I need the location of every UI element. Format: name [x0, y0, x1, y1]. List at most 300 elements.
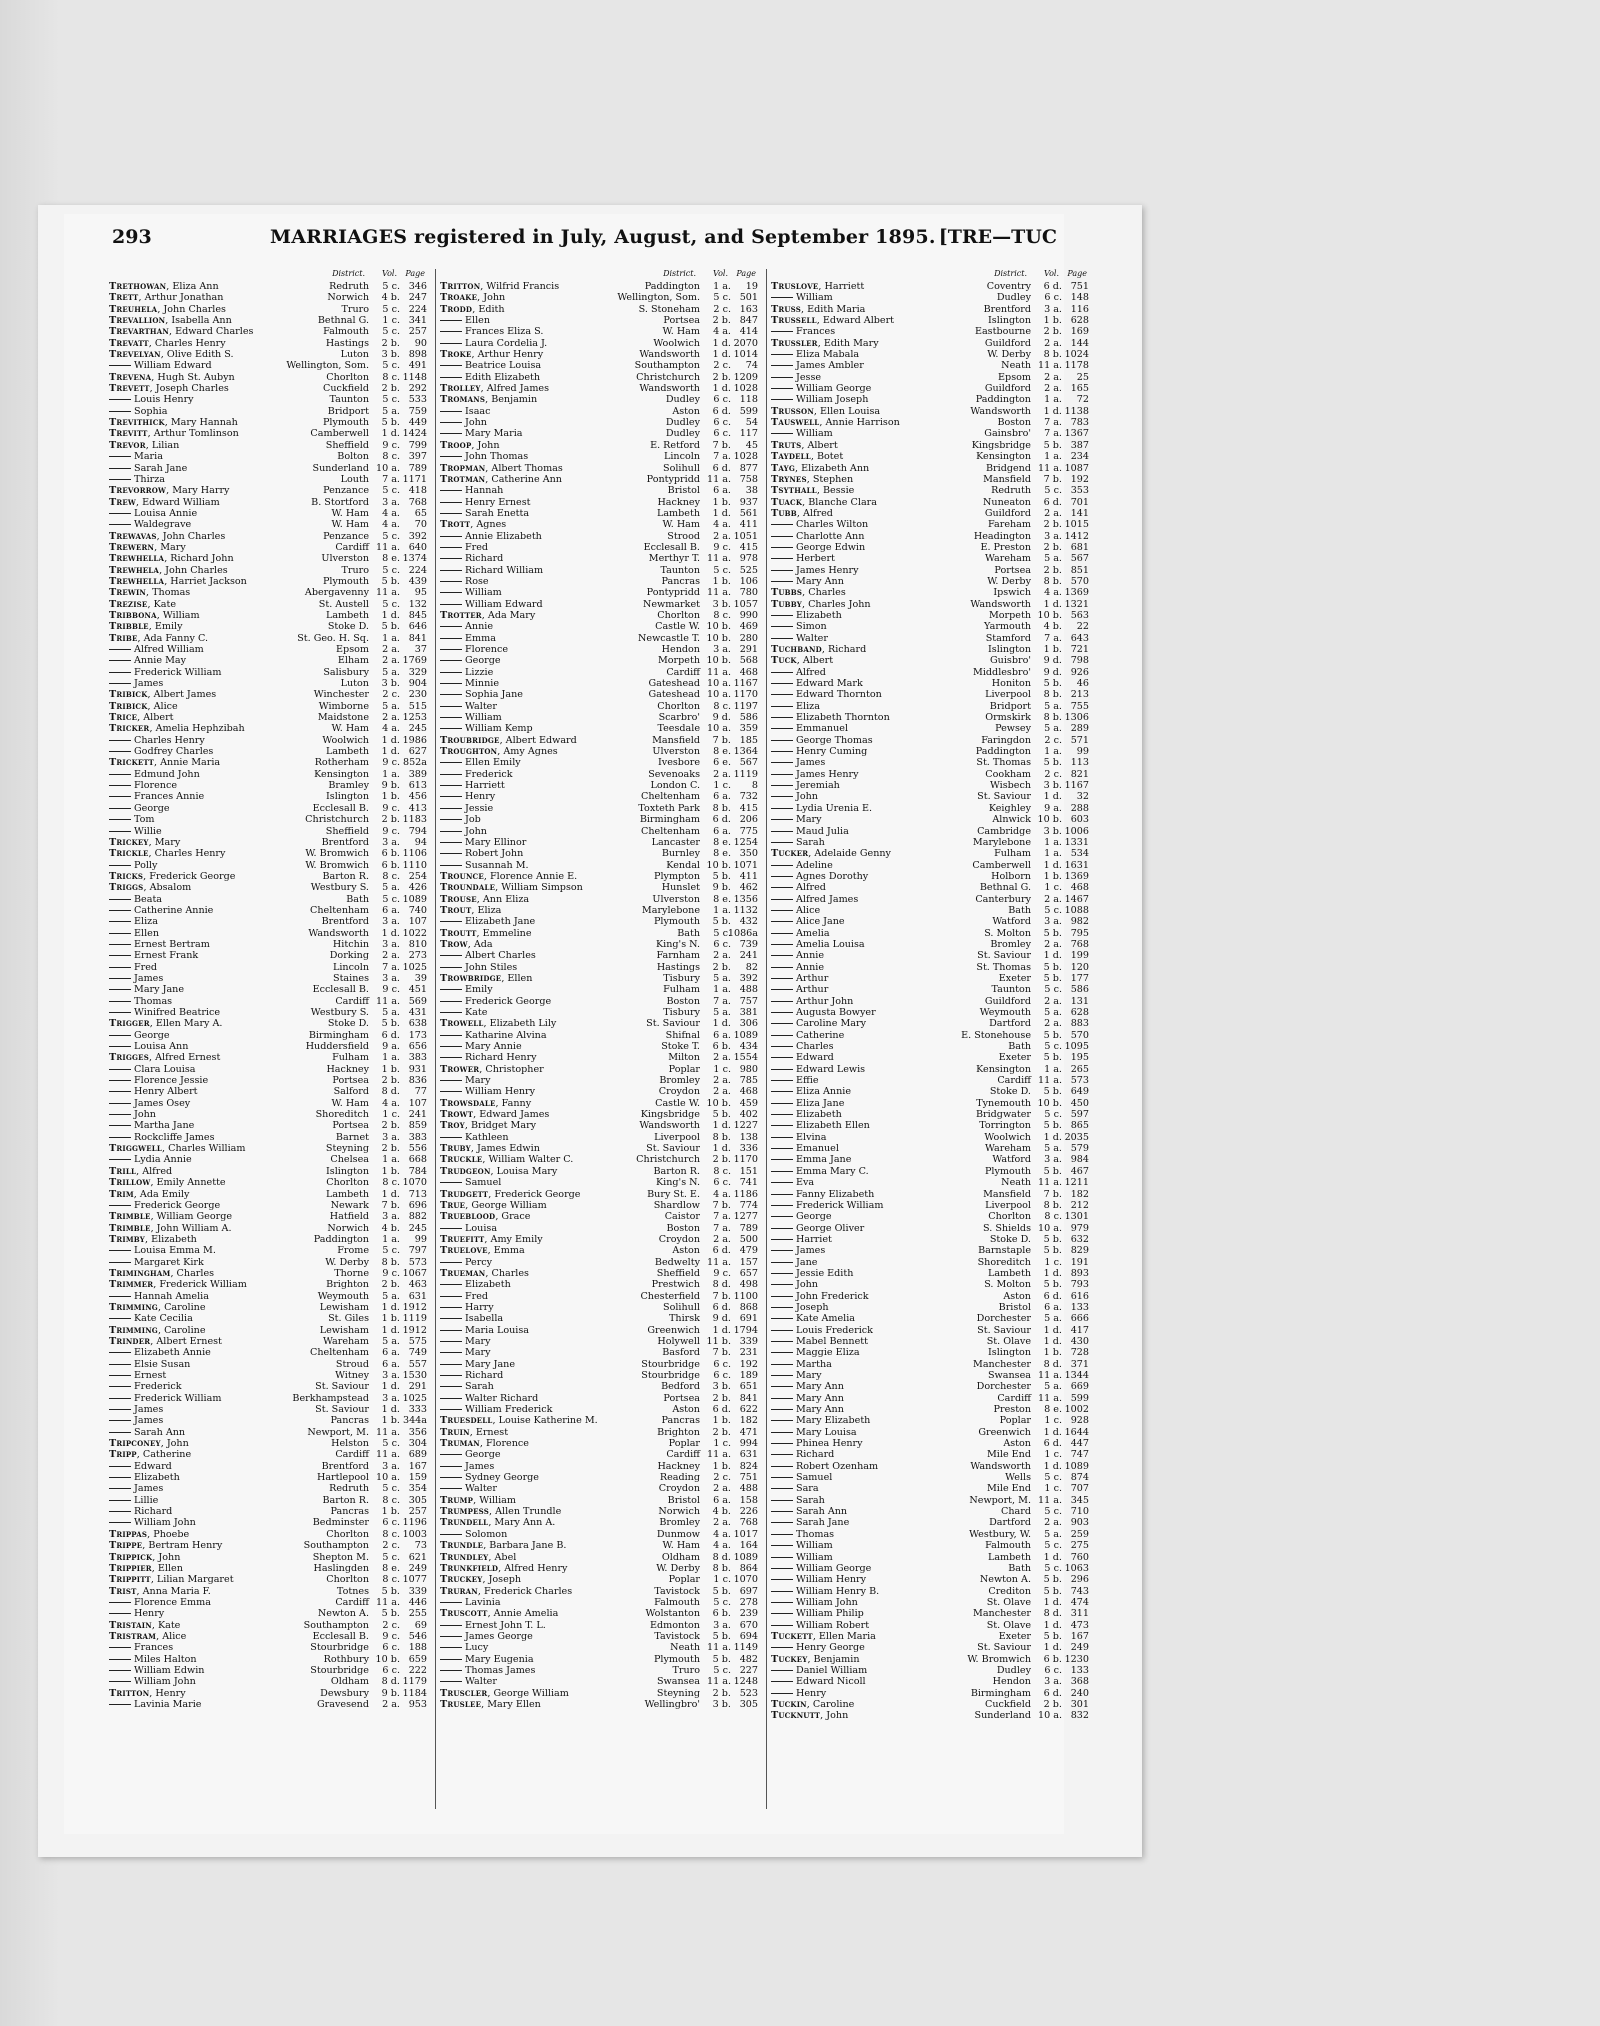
- entry-name: [109, 1064, 196, 1075]
- entry-page: 415: [739, 802, 758, 814]
- entry-district: Bristol: [998, 1301, 1031, 1313]
- index-entry: [771, 1552, 1089, 1563]
- entry-name: [109, 1654, 197, 1665]
- entry-name: Tuckin, Caroline: [771, 1698, 855, 1710]
- entry-forenames: Alfred: [796, 882, 826, 894]
- entry-volume: 7 a.: [1044, 417, 1062, 429]
- entry-district: Portsea: [332, 1120, 369, 1132]
- entry-forenames: Charlotte Ann: [796, 530, 865, 542]
- entry-forenames: Lydia Annie: [134, 1154, 192, 1166]
- entry-volume: 1 d.: [381, 1188, 400, 1200]
- entry-volume: 8 c.: [713, 1165, 731, 1177]
- index-entry: [440, 1654, 758, 1665]
- entry-page: 116: [1070, 303, 1089, 315]
- index-entry: [771, 1166, 1089, 1177]
- entry-page: 45: [745, 439, 758, 451]
- index-entry: [771, 1415, 1089, 1426]
- entry-district: Staines: [333, 972, 369, 984]
- entry-volume: 6 c.: [713, 938, 731, 950]
- index-entry: [109, 894, 427, 905]
- index-entry: [109, 474, 427, 485]
- entry-district: Sunderland: [974, 1710, 1031, 1722]
- entry-page: 69: [414, 1619, 427, 1631]
- entry-forenames: Ellen Emily: [465, 757, 521, 769]
- entry-page: 417: [1070, 1324, 1089, 1336]
- entry-page: 732: [739, 791, 758, 803]
- entry-page: 1132: [733, 904, 758, 916]
- index-entry: [109, 1381, 427, 1392]
- entry-volume: 5 b.: [1043, 1029, 1062, 1041]
- entry-name: [109, 1483, 163, 1494]
- entry-forenames: Rose: [465, 575, 489, 587]
- entry-name: [440, 1052, 537, 1063]
- entry-surname: Truran: [440, 1585, 478, 1597]
- entry-volume: 1 b.: [381, 1415, 400, 1427]
- ditto-dash: [109, 1001, 131, 1002]
- entry-district: W. Bromwich: [305, 859, 369, 871]
- ditto-dash: [109, 513, 131, 514]
- entry-name: [440, 338, 547, 349]
- entry-page: 1015: [1064, 519, 1089, 531]
- entry-forenames: Maria: [134, 451, 163, 463]
- entry-page: 1364: [733, 746, 758, 758]
- entry-page: 353: [1070, 485, 1089, 497]
- entry-forenames: Agnes: [476, 519, 507, 531]
- entry-page: 978: [739, 553, 758, 565]
- entry-volume: 8 c.: [713, 700, 731, 712]
- entry-district: Nuneaton: [983, 496, 1031, 508]
- entry-page: 1149: [733, 1642, 758, 1654]
- entry-volume: 5 b.: [1043, 1233, 1062, 1245]
- entry-page: 289: [1070, 723, 1089, 735]
- index-entry: [771, 1620, 1089, 1631]
- entry-page: 371: [1070, 1358, 1089, 1370]
- entry-name: [771, 791, 818, 802]
- entry-name: [109, 1120, 194, 1131]
- entry-forenames: Charles Henry: [154, 848, 226, 860]
- index-entry: [440, 746, 758, 757]
- entry-volume: 6 c.: [382, 1642, 400, 1654]
- entry-volume: 1 b.: [381, 1165, 400, 1177]
- entry-volume: 9 d.: [712, 1313, 731, 1325]
- entry-name: [771, 860, 833, 871]
- entry-district: St. Austell: [318, 598, 369, 610]
- index-entry: [109, 565, 427, 576]
- entry-forenames: Amelia Louisa: [796, 938, 865, 950]
- entry-forenames: William Henry B.: [796, 1585, 880, 1597]
- entry-forenames: John Stiles: [465, 961, 518, 973]
- entry-surname: Tromans: [440, 394, 486, 406]
- entry-page: 898: [408, 349, 427, 361]
- entry-forenames: Elizabeth Ann: [801, 462, 870, 474]
- index-entry: [109, 281, 427, 292]
- entry-volume: 6 c.: [713, 1370, 731, 1381]
- entry-surname: Tuack: [771, 496, 803, 508]
- entry-page: 94: [414, 836, 427, 848]
- entry-name: Trewhella, Richard John: [109, 553, 234, 565]
- entry-page: 447: [1070, 1438, 1089, 1450]
- entry-forenames: Albert Ernest: [156, 1335, 222, 1347]
- ditto-dash: [771, 831, 793, 832]
- entry-volume: 1 a.: [1044, 451, 1062, 463]
- entry-volume: 5 a.: [1044, 1528, 1062, 1540]
- entry-forenames: Maggie Eliza: [796, 1347, 860, 1359]
- entry-surname: Tristain: [109, 1619, 152, 1631]
- entry-district: Preston: [993, 1404, 1031, 1416]
- entry-name: [109, 1109, 156, 1120]
- entry-forenames: Lilian: [151, 439, 180, 451]
- ditto-dash: [440, 853, 462, 854]
- index-entry: [771, 848, 1089, 859]
- entry-name: [771, 973, 828, 984]
- entry-forenames: Elvina: [796, 1131, 827, 1143]
- entry-forenames: Mary: [796, 814, 822, 826]
- entry-name: [440, 1257, 492, 1268]
- entry-volume: 1 d.: [1043, 950, 1062, 962]
- entry-page: 1025: [402, 961, 427, 973]
- entry-page: 953: [408, 1698, 427, 1710]
- entry-forenames: Elizabeth Ellen: [796, 1120, 870, 1132]
- entry-name: [771, 1279, 818, 1290]
- ditto-dash: [440, 717, 462, 718]
- entry-volume: 6 c.: [713, 417, 731, 429]
- ditto-dash: [109, 1125, 131, 1126]
- entry-volume: 2 b.: [712, 961, 731, 973]
- entry-district: Lancaster: [651, 836, 700, 848]
- ditto-dash: [771, 1035, 793, 1036]
- entry-name: Trill, Alfred: [109, 1165, 173, 1177]
- entry-forenames: Edward: [134, 1460, 172, 1472]
- entry-volume: 10 b.: [706, 655, 731, 667]
- index-entry: [109, 1370, 427, 1381]
- entry-volume: 2 b.: [712, 1426, 731, 1438]
- entry-name: [440, 950, 536, 961]
- entry-district: Eastbourne: [974, 326, 1031, 338]
- entry-volume: 11 a.: [706, 473, 731, 485]
- entry-district: S. Molton: [984, 1279, 1031, 1291]
- entry-page: 701: [1070, 496, 1089, 508]
- ditto-dash: [771, 728, 793, 729]
- entry-surname: Trew: [109, 496, 136, 508]
- entry-volume: 11 a.: [706, 666, 731, 678]
- entry-forenames: Frances: [796, 326, 836, 338]
- entry-surname: Trouse: [440, 893, 477, 905]
- entry-volume: 6 b.: [712, 1041, 731, 1053]
- entry-district: Southampton: [634, 360, 700, 372]
- entry-surname: Tricks: [109, 870, 144, 882]
- entry-page: 789: [739, 1222, 758, 1234]
- entry-volume: 8 b.: [1043, 349, 1062, 361]
- entry-district: Barnstaple: [978, 1245, 1031, 1257]
- entry-district: Canterbury: [975, 893, 1031, 905]
- entry-district: Brighton: [326, 1279, 369, 1291]
- entry-district: Wandsworth: [970, 598, 1031, 610]
- entry-forenames: Annie Harrison: [825, 417, 900, 429]
- entry-name: Tuchband, Richard: [771, 644, 867, 655]
- entry-surname: Trow: [440, 938, 468, 950]
- entry-name: [771, 1415, 870, 1426]
- entry-forenames: William Simpson: [501, 882, 583, 894]
- entry-page: 931: [408, 1063, 427, 1075]
- entry-volume: 1 d.: [1043, 1619, 1062, 1631]
- entry-name: [109, 894, 162, 905]
- entry-name: [109, 916, 158, 927]
- entry-page: 387: [1070, 439, 1089, 451]
- index-entry: [771, 1631, 1089, 1642]
- entry-name: [440, 565, 543, 576]
- ditto-dash: [440, 1035, 462, 1036]
- entry-district: Cardiff: [997, 1392, 1031, 1404]
- entry-district: Cardiff: [335, 995, 369, 1007]
- index-entry: [109, 599, 427, 610]
- entry-surname: Tuchband: [771, 644, 822, 655]
- entry-volume: 1 d.: [1043, 1267, 1062, 1279]
- entry-name: [771, 962, 824, 973]
- entry-name: [771, 1223, 864, 1234]
- entry-district: Ecclesall B.: [312, 984, 369, 996]
- entry-district: W. Ham: [331, 723, 369, 735]
- ditto-dash: [109, 819, 131, 820]
- index-entry: [440, 1676, 758, 1687]
- entry-district: Dudley: [996, 292, 1031, 304]
- entry-forenames: Thomas: [796, 1528, 835, 1540]
- entry-forenames: Edward Albert: [822, 315, 895, 327]
- entry-page: 344a: [402, 1415, 427, 1427]
- entry-name: [771, 1506, 847, 1517]
- entry-volume: 1 b.: [712, 1460, 731, 1472]
- entry-page: 697: [739, 1585, 758, 1597]
- entry-volume: 4 a.: [713, 1540, 731, 1552]
- ditto-dash: [771, 1625, 793, 1626]
- entry-name: Trolley, Alfred James: [440, 383, 550, 395]
- entry-forenames: Mary Maria: [465, 428, 523, 440]
- page-number: 293: [112, 226, 152, 248]
- entry-page: 1089: [1064, 1460, 1089, 1472]
- entry-page: 523: [739, 1687, 758, 1699]
- entry-forenames: Richard: [134, 1506, 173, 1518]
- entry-name: [771, 292, 833, 303]
- entry-volume: 5 c.: [1044, 984, 1062, 996]
- entry-name: [109, 1098, 190, 1109]
- index-entry: [771, 871, 1089, 882]
- index-entry: [440, 338, 758, 349]
- entry-surname: Trump: [440, 1494, 474, 1506]
- entry-district: Pontypridd: [646, 473, 700, 485]
- entry-volume: 2 b.: [381, 814, 400, 826]
- entry-volume: 5 c.: [1044, 1562, 1062, 1574]
- entry-forenames: Margaret Kirk: [134, 1256, 204, 1268]
- entry-forenames: Amelia: [796, 927, 830, 939]
- index-entry: [109, 1075, 427, 1086]
- entry-volume: 11 a.: [1037, 1392, 1062, 1404]
- ditto-dash: [109, 524, 131, 525]
- entry-volume: 2 a.: [713, 1052, 731, 1064]
- entry-forenames: Alice Jane: [796, 916, 845, 928]
- entry-volume: 6 c.: [382, 1664, 400, 1676]
- entry-district: Lewisham: [319, 1301, 369, 1313]
- entry-volume: 6 a.: [713, 485, 731, 497]
- entry-volume: 2 b.: [1043, 541, 1062, 553]
- entry-page: 1138: [1064, 405, 1089, 417]
- entry-district: E. Stonehouse: [961, 1029, 1031, 1041]
- entry-forenames: Elsie Susan: [134, 1358, 191, 1370]
- entry-name: Trevorrow, Mary Harry: [109, 485, 230, 497]
- entry-page: 575: [408, 1335, 427, 1347]
- entry-district: Plymouth: [653, 916, 700, 928]
- entry-forenames: Charles: [808, 587, 846, 599]
- index-column-2: [440, 269, 758, 1809]
- entry-volume: 2 c.: [382, 1619, 400, 1631]
- entry-forenames: Bessie: [823, 485, 855, 497]
- entry-forenames: James Osey: [134, 1097, 191, 1109]
- entry-page: 46: [1076, 678, 1089, 690]
- entry-district: Marylebone: [641, 904, 700, 916]
- entry-surname: Tripp: [109, 1449, 137, 1461]
- index-entry: [109, 1336, 427, 1347]
- entry-name: Truss, Edith Maria: [771, 303, 866, 315]
- entry-name: [440, 1529, 507, 1540]
- index-entry: [440, 928, 758, 939]
- entry-name: Trimming, Caroline: [109, 1301, 206, 1313]
- entry-page: 463: [408, 1279, 427, 1291]
- entry-volume: 9 a.: [1044, 802, 1062, 814]
- index-entry: [109, 315, 427, 326]
- entry-district: Cardiff: [666, 666, 700, 678]
- index-entry: [771, 1654, 1089, 1665]
- entry-volume: 3 a.: [1044, 1154, 1062, 1166]
- entry-volume: 8 c.: [382, 1574, 400, 1586]
- index-entry: [440, 485, 758, 496]
- entry-name: [440, 1291, 488, 1302]
- entry-page: 525: [739, 564, 758, 576]
- entry-volume: 8 d.: [381, 1676, 400, 1688]
- entry-name: [771, 1189, 874, 1200]
- entry-name: [109, 1517, 196, 1528]
- entry-district: Islington: [988, 1347, 1031, 1359]
- ditto-dash: [771, 1125, 793, 1126]
- index-entry: [109, 326, 427, 337]
- ditto-dash: [109, 1522, 131, 1523]
- entry-name: [440, 497, 531, 508]
- entry-page: 173: [408, 1029, 427, 1041]
- entry-name: True, George William: [440, 1199, 547, 1211]
- entry-forenames: Annie Elizabeth: [465, 530, 542, 542]
- index-entry: [109, 1415, 427, 1426]
- index-entry: [109, 383, 427, 394]
- entry-forenames: Mary Jane: [465, 1358, 516, 1370]
- register-page: [64, 214, 1089, 1834]
- entry-district: Mile End: [986, 1449, 1031, 1461]
- entry-page: 275: [1070, 1540, 1089, 1552]
- ditto-dash: [771, 1545, 793, 1546]
- ditto-dash: [771, 297, 793, 298]
- index-entry: [109, 292, 427, 303]
- entry-volume: 8 b.: [1043, 1199, 1062, 1211]
- ditto-dash: [771, 1330, 793, 1331]
- entry-volume: 11 a.: [375, 1426, 400, 1438]
- ditto-dash: [771, 524, 793, 525]
- entry-page: 810: [408, 938, 427, 950]
- ditto-dash: [440, 683, 462, 684]
- entry-name: [440, 417, 487, 428]
- entry-name: [771, 1483, 819, 1494]
- entry-forenames: William George: [796, 383, 872, 395]
- entry-volume: 10 b.: [375, 1653, 400, 1665]
- entry-page: 241: [739, 950, 758, 962]
- entry-district: Norwich: [327, 1222, 369, 1234]
- entry-name: Truckey, Joseph: [440, 1574, 522, 1586]
- entry-district: Castle W.: [655, 1097, 700, 1109]
- entry-volume: 1 d.: [1043, 859, 1062, 871]
- ditto-dash: [771, 1364, 793, 1365]
- entry-surname: Trout: [440, 904, 472, 916]
- entry-name: Tauswell, Annie Harrison: [771, 417, 900, 429]
- entry-forenames: Eliza Annie: [796, 1086, 851, 1098]
- entry-volume: 10 a.: [1037, 1710, 1062, 1722]
- entry-volume: 8 e.: [713, 893, 731, 905]
- index-entry: [109, 1030, 427, 1041]
- entry-forenames: James: [134, 1415, 164, 1427]
- entry-name: Truscott, Annie Amelia: [440, 1608, 559, 1620]
- entry-district: Truro: [341, 564, 369, 576]
- entry-district: Cheltenham: [310, 1347, 369, 1359]
- entry-volume: 10 a.: [1037, 1222, 1062, 1234]
- ditto-dash: [771, 1216, 793, 1217]
- entry-forenames: William Edward: [134, 360, 212, 372]
- entry-district: Ecclesall B.: [643, 541, 700, 553]
- entry-forenames: Mary Ann: [796, 1404, 844, 1416]
- index-entry: [771, 1529, 1089, 1540]
- entry-name: [440, 360, 541, 371]
- entry-forenames: Robert John: [465, 848, 524, 860]
- entry-name: Trice, Albert: [109, 712, 174, 724]
- entry-volume: 2 c.: [713, 360, 731, 372]
- entry-volume: 6 c.: [713, 1177, 731, 1189]
- entry-page: 339: [408, 1585, 427, 1597]
- entry-name: Tubb, Alfred: [771, 507, 833, 519]
- index-entry: [771, 916, 1089, 927]
- entry-volume: 2 a.: [382, 950, 400, 962]
- entry-district: Boston: [997, 417, 1031, 429]
- entry-volume: 4 a.: [382, 1097, 400, 1109]
- entry-page: 1110: [402, 859, 427, 871]
- entry-forenames: Phoebe: [153, 1528, 190, 1540]
- index-entry: [440, 1189, 758, 1200]
- index-entry: [440, 281, 758, 292]
- ditto-dash: [109, 1364, 131, 1365]
- entry-forenames: Isaac: [465, 405, 491, 417]
- entry-forenames: Eliza Ann: [172, 281, 219, 292]
- ditto-dash: [771, 1579, 793, 1580]
- entry-name: [771, 1018, 866, 1029]
- entry-volume: 1 b.: [381, 1313, 400, 1325]
- entry-name: Trowell, Elizabeth Lily: [440, 1018, 557, 1030]
- ditto-dash: [440, 320, 462, 321]
- entry-forenames: Mary: [796, 1370, 822, 1381]
- entry-district: Pancras: [330, 1506, 369, 1518]
- ditto-dash: [771, 1602, 793, 1603]
- entry-page: 157: [739, 1256, 758, 1268]
- index-entry: [771, 996, 1089, 1007]
- entry-surname: Truesdell: [440, 1415, 493, 1427]
- entry-surname: Trimingham: [109, 1267, 171, 1279]
- entry-page: 72: [1076, 394, 1089, 406]
- index-entry: [440, 701, 758, 712]
- entry-name: Trimble, John William A.: [109, 1222, 232, 1234]
- entry-district: Holborn: [991, 870, 1031, 882]
- entry-surname: Trodd: [440, 303, 473, 315]
- entry-page: 824: [739, 1460, 758, 1472]
